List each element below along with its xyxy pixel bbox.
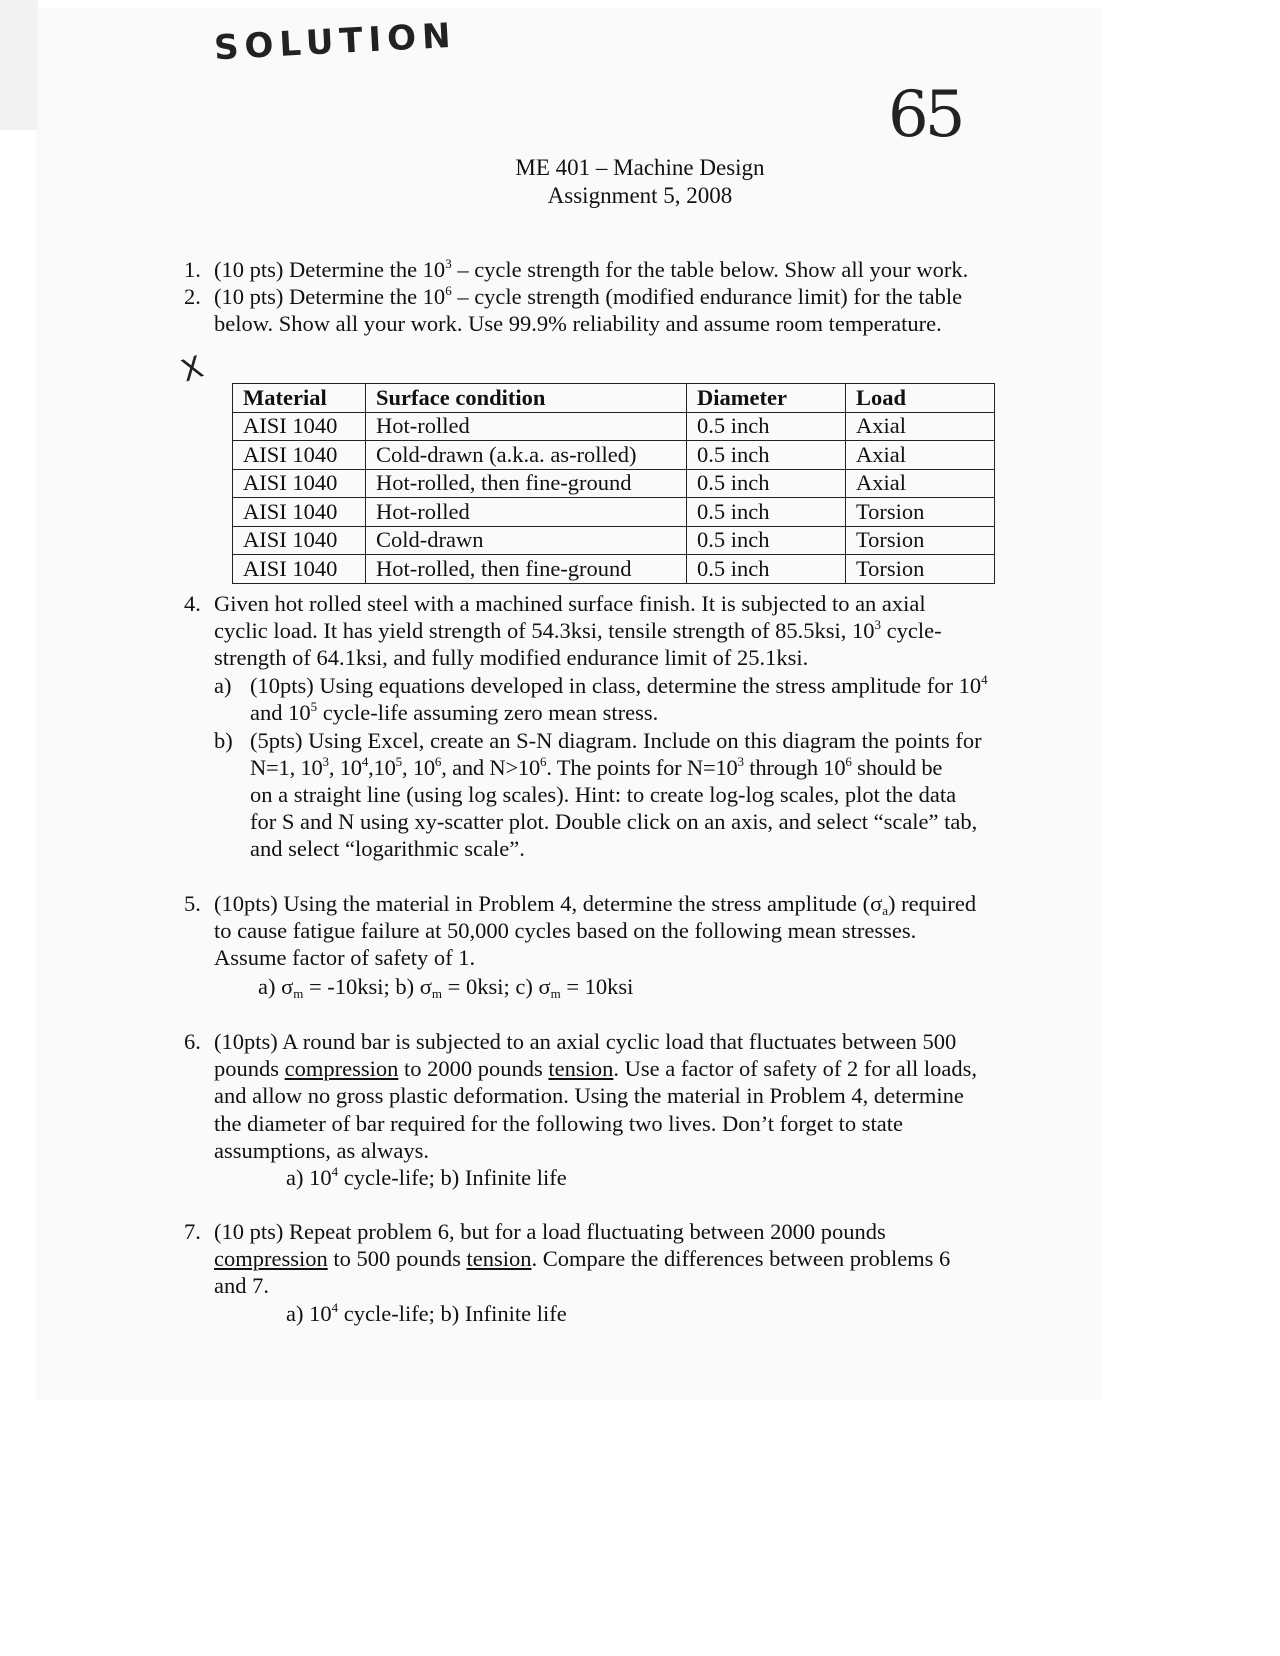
q4a-text-line2: and $10^5$ cycle-life assuming zero mean stress.	[250, 699, 659, 725]
table-cell: Torsion	[846, 498, 995, 527]
q4a-label: a)	[214, 673, 232, 698]
table-cell: Hot-rolled, then fine-ground	[366, 469, 687, 498]
handwritten-solution-label: SOLUTION	[213, 15, 458, 69]
q5-text-line3: Assume factor of safety of 1.	[214, 945, 476, 970]
table-cell: AISI 1040	[233, 441, 366, 470]
table-cell: 0.5 inch	[687, 441, 846, 470]
column-header-load: Load	[846, 384, 995, 413]
table-cell: AISI 1040	[233, 412, 366, 441]
table-cell: Torsion	[846, 555, 995, 584]
q7-number: 7.	[184, 1219, 201, 1244]
q4b-text-line1: (5pts) Using Excel, create an S-N diagram. Include on this diagram the points for	[250, 728, 982, 753]
assignment-title: Assignment 5, 2008	[547, 183, 733, 208]
q4-text-line3: strength of 64.1ksi, and fully modified endurance limit of 25.1ksi.	[214, 645, 809, 670]
table-cell: 0.5 inch	[687, 412, 846, 441]
course-title: ME 401 – Machine Design	[515, 155, 765, 180]
table-cell: Cold-drawn (a.k.a. as-rolled)	[366, 441, 687, 470]
handwritten-score: 65	[888, 78, 962, 152]
column-header-material: Material	[233, 384, 366, 413]
q4b-text-line5: and select “logarithmic scale”.	[250, 836, 525, 861]
table-cell: AISI 1040	[233, 526, 366, 555]
q5-number: 5.	[184, 891, 201, 916]
table-row	[233, 441, 995, 470]
table-cell: Hot-rolled	[366, 498, 687, 527]
q2-text-line1: (10 pts) Determine the $10^6$ – cycle strength (modified endurance limit) for the table	[214, 283, 963, 309]
table-cell: 0.5 inch	[687, 526, 846, 555]
q7-text-line2: compression to 500 pounds tension. Compare the differences between problems 6	[214, 1246, 951, 1271]
scan-edge-artifact	[0, 0, 38, 130]
q7-text-line3: and 7.	[214, 1273, 269, 1298]
table-cell: AISI 1040	[233, 498, 366, 527]
q2-text-line2: below. Show all your work. Use 99.9% reliability and assume room temperature.	[214, 311, 942, 336]
q6-lives: a) $10^4$ cycle-life; b) Infinite life	[286, 1164, 567, 1190]
q4-text-line2: cyclic load. It has yield strength of 54.3ksi, tensile strength of 85.5ksi, $10^3$ cycle-	[214, 617, 942, 643]
table-cell: Axial	[846, 412, 995, 441]
table-cell: Hot-rolled	[366, 412, 687, 441]
q6-number: 6.	[184, 1029, 201, 1054]
table-cell: Axial	[846, 441, 995, 470]
q4b-text-line2: N=1, $10^3$, $10^4,10^5$, $10^6$, and $N>10^6$. The points for $N=10^3$ through $10^6$ should be	[250, 754, 943, 780]
q6-text-line4: the diameter of bar required for the following two lives. Don’t forget to state	[214, 1111, 903, 1136]
q7-lives: a) $10^4$ cycle-life; b) Infinite life	[286, 1300, 567, 1326]
q6-text-line3: and allow no gross plastic deformation. Using the material in Problem 4, determine	[214, 1083, 964, 1108]
table-cell: Axial	[846, 469, 995, 498]
column-header-diameter: Diameter	[687, 384, 846, 413]
q7-text-line1: (10 pts) Repeat problem 6, but for a load fluctuating between 2000 pounds	[214, 1219, 886, 1244]
q6-text-line1: (10pts) A round bar is subjected to an axial cyclic load that fluctuates between 500	[214, 1029, 957, 1054]
table-cell: 0.5 inch	[687, 469, 846, 498]
q5-text-line2: to cause fatigue failure at 50,000 cycles based on the following mean stresses.	[214, 918, 917, 943]
q1-number: 1.	[184, 257, 201, 282]
q6-text-line5: assumptions, as always.	[214, 1138, 429, 1163]
q5-text-line1: (10pts) Using the material in Problem 4, determine the stress amplitude $(\sigma_a)$ required	[214, 891, 977, 918]
table-row	[233, 412, 995, 441]
q4-text-line1: Given hot rolled steel with a machined surface finish. It is subjected to an axial	[214, 591, 926, 616]
column-header-surface: Surface condition	[366, 384, 687, 413]
q4-number: 4.	[184, 591, 201, 616]
table-cell: 0.5 inch	[687, 498, 846, 527]
table-row	[233, 498, 995, 527]
q4b-text-line4: for S and N using xy-scatter plot. Double click on an axis, and select “scale” tab,	[250, 809, 978, 834]
table-header-row	[233, 384, 995, 413]
table-cell: Hot-rolled, then fine-ground	[366, 555, 687, 584]
q4b-text-line3: on a straight line (using log scales). Hint: to create log-log scales, plot the data	[250, 782, 957, 807]
q4a-text-line1: (10pts) Using equations developed in class, determine the stress amplitude for $10^4$	[250, 672, 988, 698]
table-row	[233, 469, 995, 498]
table-cell: Cold-drawn	[366, 526, 687, 555]
q2-number: 2.	[184, 284, 201, 309]
table-cell: 0.5 inch	[687, 555, 846, 584]
q6-text-line2: pounds compression to 2000 pounds tension. Use a factor of safety of 2 for all loads,	[214, 1056, 978, 1081]
table-row	[233, 526, 995, 555]
q1-text: (10 pts) Determine the $10^3$ – cycle strength for the table below. Show all your work.	[214, 256, 969, 282]
q4b-label: b)	[214, 728, 233, 753]
q5-mean-stresses: a) $\sigma_m = -10ksi$; b) $\sigma_m = 0ksi$; c) $\sigma_m = 10ksi$	[258, 974, 634, 1001]
table-cell: AISI 1040	[233, 555, 366, 584]
table-cell: AISI 1040	[233, 469, 366, 498]
table-cell: Torsion	[846, 526, 995, 555]
table-row	[233, 555, 995, 584]
material-table	[232, 383, 995, 584]
handwritten-strike-mark: X	[177, 349, 208, 390]
